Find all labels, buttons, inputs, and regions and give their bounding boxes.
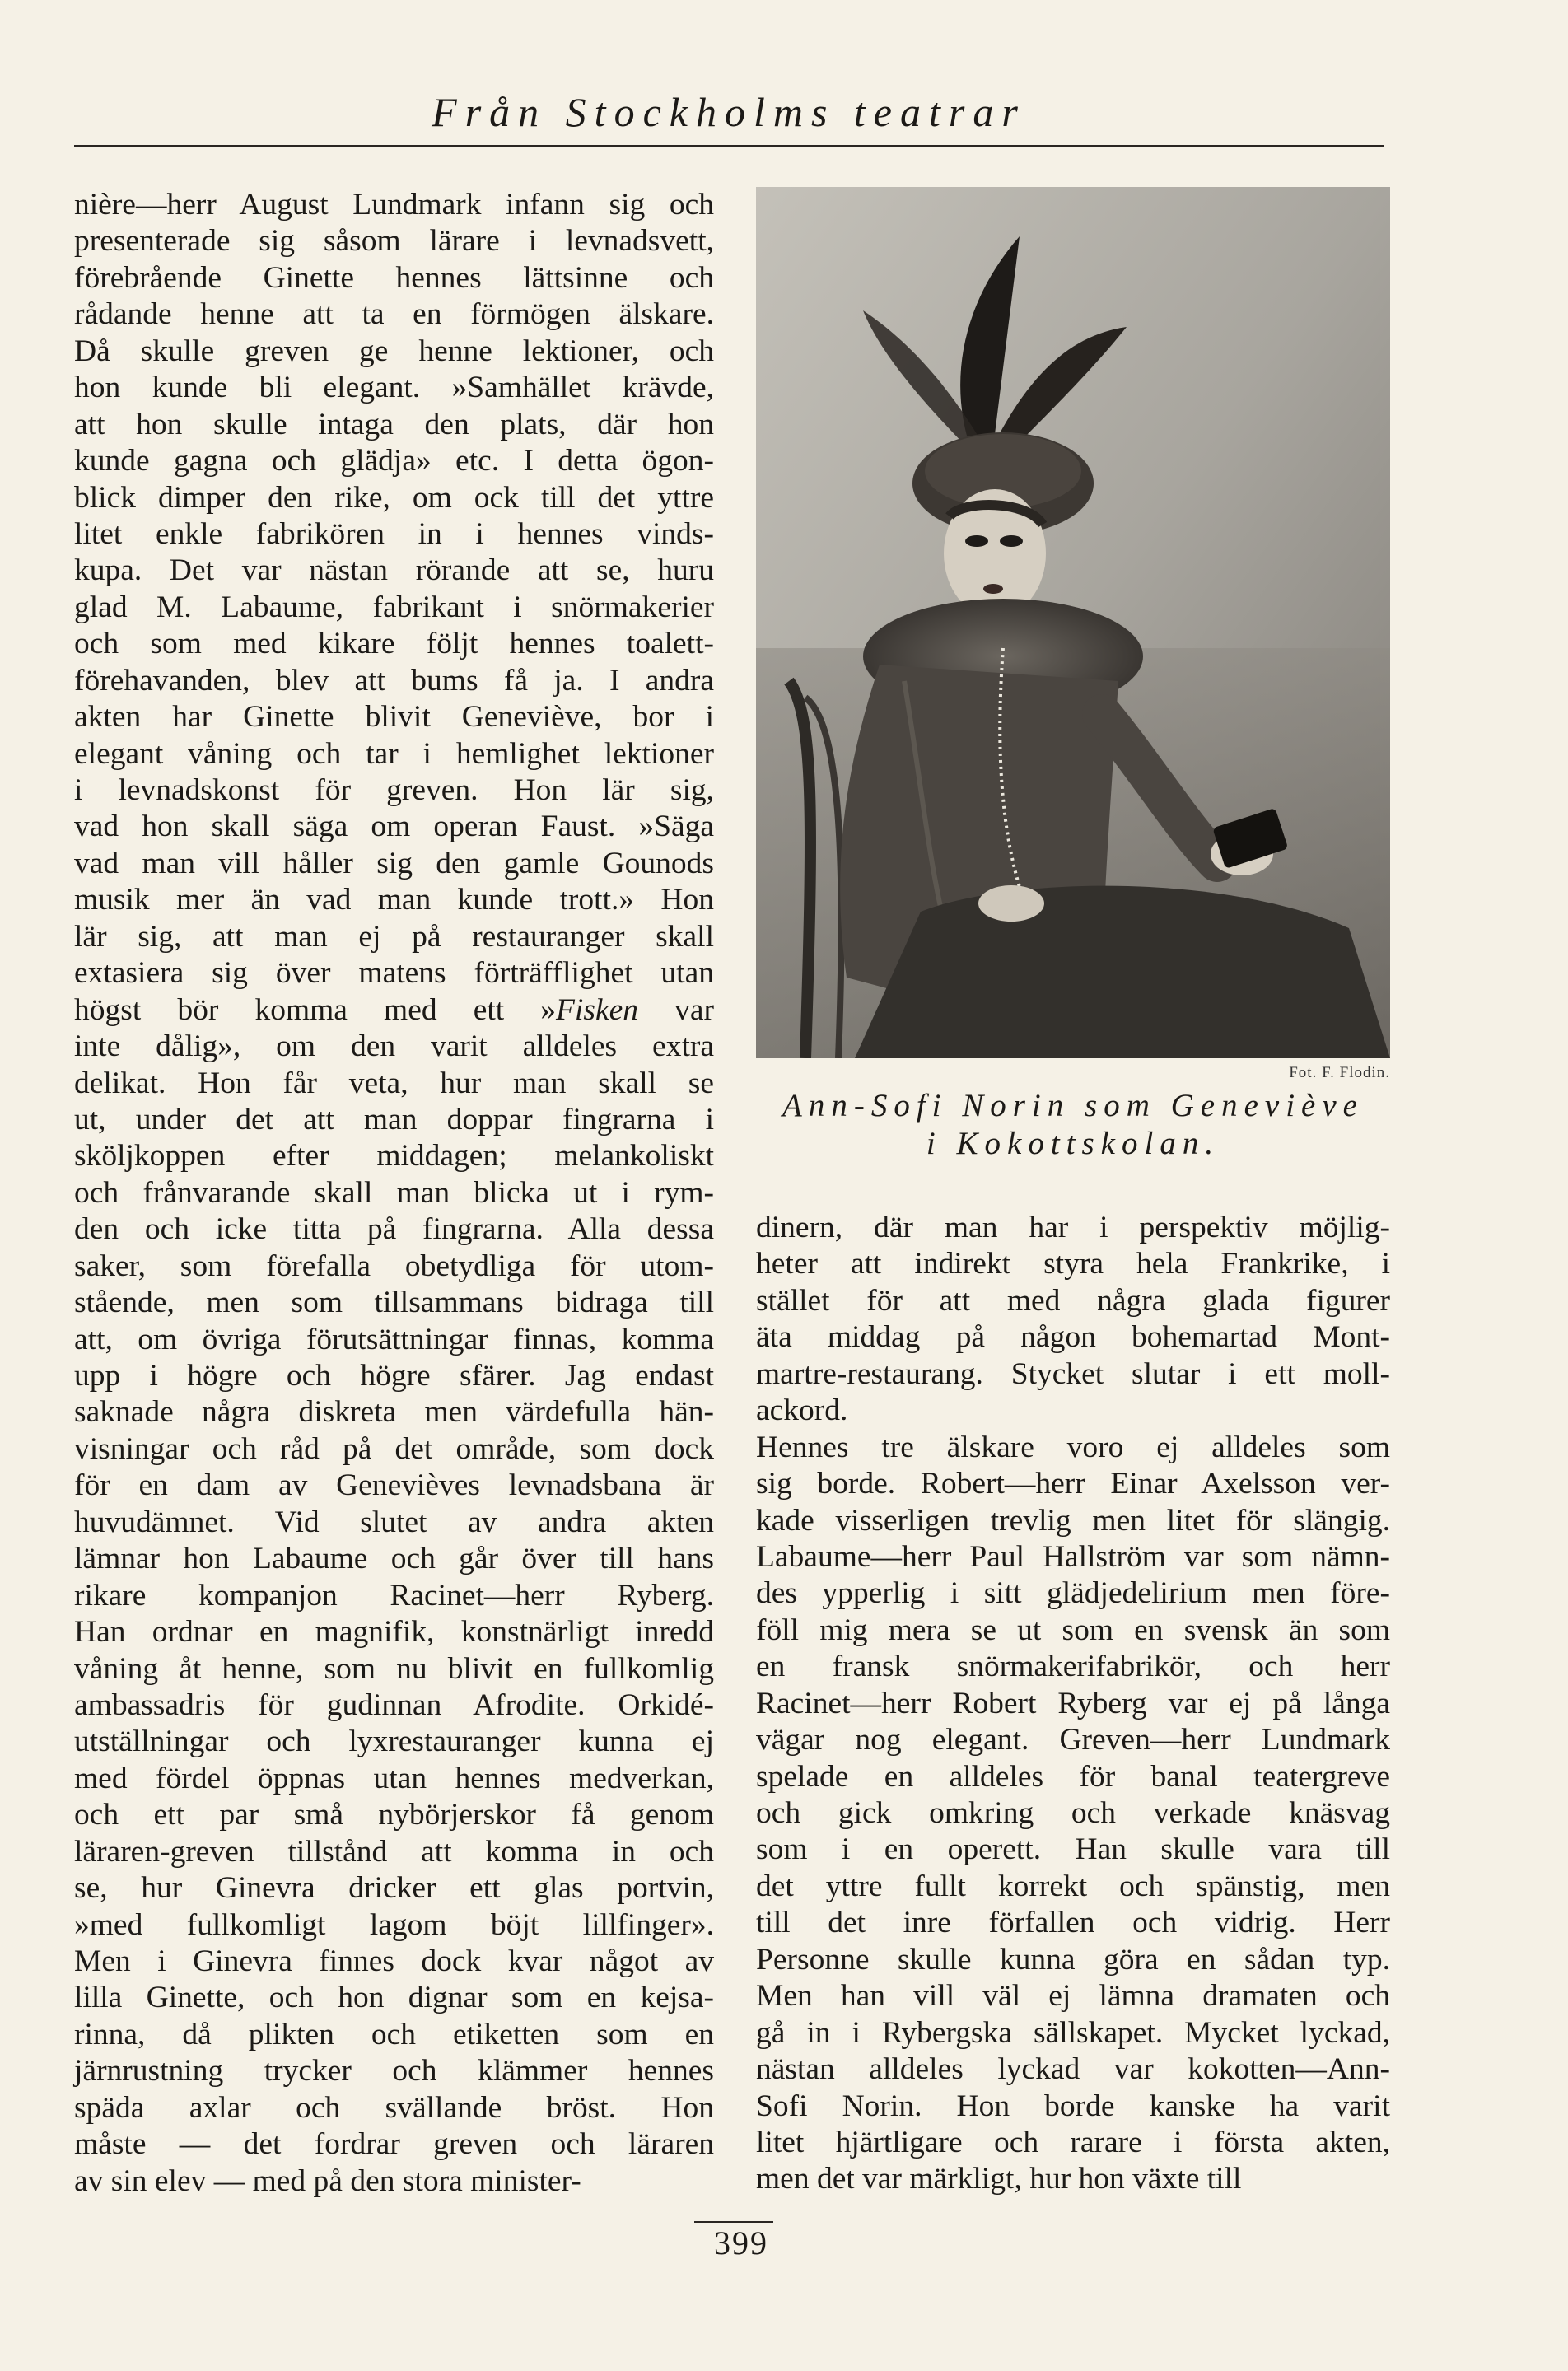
text-line: men det var märkligt, hur hon växte till xyxy=(756,2162,1242,2196)
text-line: spelade en alldeles för banal teatergreve xyxy=(756,1759,1390,1794)
page-number-rule xyxy=(694,2221,773,2223)
text-line: visningar och råd på det område, som dock xyxy=(74,1431,714,1466)
text-line: och gick omkring och verkade knäsvag xyxy=(756,1796,1390,1830)
left-text-column xyxy=(74,187,714,2200)
text-line: stående, men som tillsammans bidraga till xyxy=(74,1286,714,1320)
text-line: våning åt henne, som nu blivit en fullkomlig xyxy=(74,1651,714,1686)
text-line: av sin elev — med på den stora minister- xyxy=(74,2163,581,2198)
text-line: hon kunde bli elegant. »Samhället krävde, xyxy=(74,371,714,405)
text-line: och som med kikare följt hennes toalett- xyxy=(74,627,714,661)
text-line: föll mig mera se ut som en svensk än som xyxy=(756,1613,1390,1647)
text-line: nästan alldeles lyckad var kokotten—Ann- xyxy=(756,2052,1390,2087)
text-line: kupa. Det var nästan rörande att se, huru xyxy=(74,553,714,588)
caption-line-2: i Kokottskolan. xyxy=(926,1126,1220,1161)
text-line: och frånvarande skall man blicka ut i rym- xyxy=(74,1175,714,1210)
text-line: litet hjärtligare och rarare i första akten, xyxy=(756,2125,1390,2159)
text-line: rikare kompanjon Racinet—herr Ryberg. xyxy=(74,1578,714,1613)
caption-line-1: Ann-Sofi Norin som Geneviève xyxy=(782,1088,1364,1123)
text-line: stället för att med några glada figurer xyxy=(756,1283,1390,1318)
text-line: ut, under det att man doppar fingrarna i xyxy=(74,1102,714,1136)
text-line: »med fullkomligt lagom böjt lillfinger». xyxy=(74,1907,714,1942)
text-line: extasiera sig över matens förträfflighet utan xyxy=(74,956,714,991)
italic-word: Fisken xyxy=(556,992,639,1027)
text-line: Men han vill väl ej lämna dramaten och xyxy=(756,1979,1390,2014)
text-line: lilla Ginette, och hon dignar som en kejsa- xyxy=(74,1981,714,2015)
text-line: med fördel öppnas utan hennes medverkan, xyxy=(74,1761,714,1795)
text-line: presenterade sig såsom lärare i levnadsvett, xyxy=(74,224,714,259)
text-line: litet enkle fabrikören in i hennes vinds- xyxy=(74,516,714,551)
text-line: måste — det fordrar greven och läraren xyxy=(74,2127,714,2162)
text-line: se, hur Ginevra dricker ett glas portvin, xyxy=(74,1871,714,1906)
text-line: vad hon skall säga om operan Faust. »Säga xyxy=(74,810,714,844)
photo-credit: Fot. F. Flodin. xyxy=(1289,1064,1390,1081)
text-line: glad M. Labaume, fabrikant i snörmakerier xyxy=(74,590,714,624)
text-line: upp i högre och högre sfärer. Jag endast xyxy=(74,1359,714,1393)
text-line: saknade några diskreta men värdefulla hän- xyxy=(74,1395,714,1430)
text-line: Racinet—herr Robert Ryberg var ej på långa xyxy=(756,1686,1390,1720)
text-line: Personne skulle kunna göra en sådan typ. xyxy=(756,1942,1390,1977)
text-line: det yttre fullt korrekt och spänstig, men xyxy=(756,1869,1390,1903)
text-line: elegant våning och tar i hemlighet lektioner xyxy=(74,736,714,771)
right-text-column xyxy=(756,1210,1390,2198)
text-line: Han ordnar en magnifik, konstnärligt inredd xyxy=(74,1615,714,1650)
text-line: Hennes tre älskare voro ej alldeles som xyxy=(756,1430,1390,1464)
text-line: huvudämnet. Vid slutet av andra akten xyxy=(74,1505,714,1539)
text-line: saker, som förefalla obetydliga för utom- xyxy=(74,1249,714,1283)
text-line: rinna, då plikten och etiketten som en xyxy=(74,2017,714,2051)
portrait-illustration xyxy=(756,187,1390,1058)
text-line: i levnadskonst för greven. Hon lär sig, xyxy=(74,773,714,807)
text-line: sköljkoppen efter middagen; melankoliskt xyxy=(74,1139,714,1174)
text-line: en fransk snörmakerifabrikör, och herr xyxy=(756,1650,1390,1684)
running-header: Från Stockholms teatrar xyxy=(432,89,1026,135)
text-line: läraren-greven tillstånd att komma in och xyxy=(74,1834,714,1869)
text-line: för en dam av Genevièves levnadsbana är xyxy=(74,1468,714,1503)
text-line: heter att indirekt styra hela Frankrike, i xyxy=(756,1247,1390,1281)
text-line: nière—herr August Lundmark infann sig och xyxy=(74,188,714,222)
text-line: högst bör komma med ett »Fisken var xyxy=(74,992,714,1027)
text-line: ackord. xyxy=(756,1393,848,1428)
text-line: vägar nog elegant. Greven—herr Lundmark xyxy=(756,1723,1390,1757)
text-line: kade visserligen trevlig men litet för slängig. xyxy=(756,1503,1390,1538)
text-line: och ett par små nybörjerskor få genom xyxy=(74,1798,714,1832)
text-line: rådande henne att ta en förmögen älskare. xyxy=(74,297,714,332)
text-line: ambassadris för gudinnan Afrodite. Orkidé- xyxy=(74,1687,714,1722)
text-line: Sofi Norin. Hon borde kanske ha varit xyxy=(756,2089,1390,2123)
text-line: vad man vill håller sig den gamle Gounods xyxy=(74,846,714,880)
text-line: späda axlar och svällande bröst. Hon xyxy=(74,2090,714,2125)
text-line: utställningar och lyxrestauranger kunna ej xyxy=(74,1725,714,1759)
text-line: förebrående Ginette hennes lättsinne och xyxy=(74,260,714,295)
text-line: dinern, där man har i perspektiv möjlig- xyxy=(756,1211,1390,1244)
text-line: som i en operett. Han skulle vara till xyxy=(756,1832,1390,1867)
text-line: järnrustning trycker och klämmer hennes xyxy=(74,2054,714,2089)
text-line: lär sig, att man ej på restauranger skall xyxy=(74,919,714,954)
text-line: den och icke titta på fingrarna. Alla dessa xyxy=(74,1212,714,1247)
text-line: äta middag på någon bohemartad Mont- xyxy=(756,1320,1390,1355)
text-line: kunde gagna och glädja» etc. I detta ögon- xyxy=(74,444,714,478)
text-line: Labaume—herr Paul Hallström var som nämn- xyxy=(756,1539,1390,1574)
page-number: 399 xyxy=(714,2224,768,2261)
text-line: till det inre förfallen och vidrig. Herr xyxy=(756,1906,1390,1940)
header-rule xyxy=(74,145,1384,147)
text-line: gå in i Rybergska sällskapet. Mycket lyckad, xyxy=(756,2015,1390,2050)
text-line: delikat. Hon får veta, hur man skall se xyxy=(74,1066,714,1100)
text-line: att, om övriga förutsättningar finnas, komma xyxy=(74,1322,714,1356)
text-line: sig borde. Robert—herr Einar Axelsson ver- xyxy=(756,1467,1390,1501)
photo-caption xyxy=(756,1087,1390,1163)
text-line: musik mer än vad man kunde trott.» Hon xyxy=(74,883,714,917)
text-line: martre-restaurang. Stycket slutar i ett moll- xyxy=(756,1356,1390,1391)
text-line: Men i Ginevra finnes dock kvar något av xyxy=(74,1944,714,1978)
text-line: des ypperlig i sitt glädjedelirium men före- xyxy=(756,1576,1390,1611)
text-line: att hon skulle intaga den plats, där hon xyxy=(74,407,714,441)
text-line: akten har Ginette blivit Geneviève, bor i xyxy=(74,700,714,735)
portrait-photo xyxy=(756,187,1390,1058)
text-line: blick dimper den rike, om ock till det yttre xyxy=(74,480,714,515)
text-line: lämnar hon Labaume och går över till hans xyxy=(74,1542,714,1576)
text-line: förehavanden, blev att bums få ja. I andra xyxy=(74,663,714,698)
text-line: inte dålig», om den varit alldeles extra xyxy=(74,1029,714,1064)
text-line: Då skulle greven ge henne lektioner, och xyxy=(74,334,714,368)
